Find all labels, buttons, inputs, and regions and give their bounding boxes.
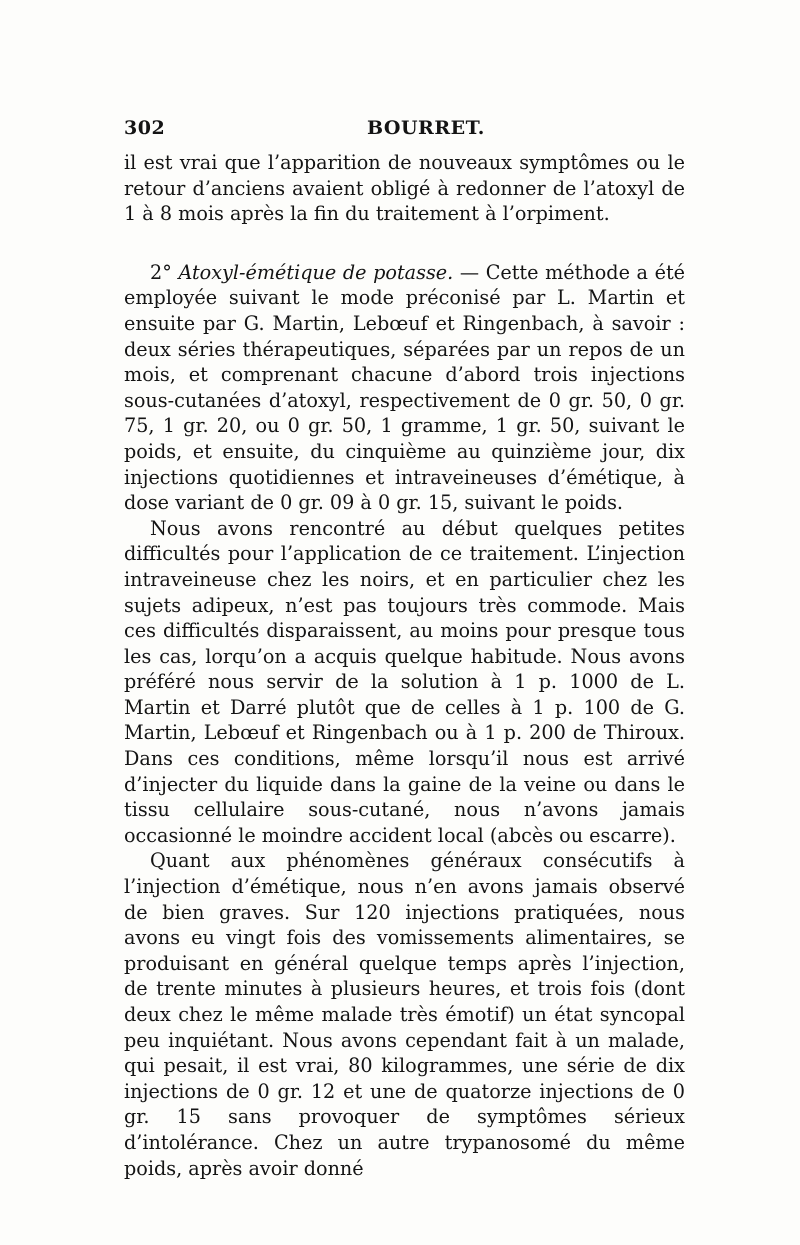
body-text [124, 150, 685, 1181]
paragraph-phenomena [124, 848, 685, 1181]
paragraph-text: Cette méthode a été employée suivant le mode préconisé par L. Martin et ensuite par G. Martin, Lebœuf et Ringenbach, à savoir : deux séries thérapeutiques, séparées par un repos de un mois, et comprenant chacune d’abord trois injections sous-cutanées d’atoxyl, respectivement de 0 gr. 50, 0 gr. 75, 1 gr. 20, ou 0 gr. 50, 1 gramme, 1 gr. 50, suivant le poids, et ensuite, du cinquième au quinzième jour, dix injections quotidiennes et intraveineuses d’émétique, à dose variant de 0 gr. 09 à 0 gr. 15, suivant le poids. [124, 260, 686, 515]
paragraph-text: il est vrai que l’apparition de nouveaux symptômes ou le retour d’anciens avaient obligé à redonner de l’atoxyl de 1 à 8 mois après la fin du traitement à l’orpiment. [124, 151, 685, 226]
paragraph-text: Nous avons rencontré au début quelques petites difficultés pour l’application de ce traitement. L’injection intraveineuse chez les noirs, et en particulier chez les sujets adipeux, n’est pas toujours très commode. Mais ces difficultés disparaissent, au moins pour presque tous les cas, lorqu’on a acquis quelque habitude. Nous avons préféré nous servir de la solution à 1 p. 1000 de L. Martin et Darré plutôt que de celles à 1 p. 100 de G. Martin, Lebœuf et Ringenbach ou à 1 p. 200 de Thiroux. Dans ces conditions, même lorsqu’il nous est arrivé d’injecter du liquide dans la gaine de la veine ou dans le tissu cellulaire sous-cutané, nous n’avons jamais occasionné le moindre accident local (abcès ou escarre). [124, 516, 685, 847]
section-number: 2° [150, 260, 172, 284]
paragraph-section-2 [124, 260, 685, 516]
running-head [124, 117, 684, 147]
section-dash: — [459, 260, 480, 284]
running-title: BOURRET. [367, 117, 485, 139]
paragraph-continuation [124, 150, 685, 227]
paragraph-text: Quant aux phénomènes généraux consécutifs à l’injection d’émétique, nous n’en avons jamais observé de bien graves. Sur 120 injections pratiquées, nous avons eu vingt fois des vomissements alimentaires, se produisant en général quelque temps après l’injection, de trente minutes à plusieurs heures, et trois fois (dont deux chez le même malade très émotif) un état syncopal peu inquiétant. Nous avons cependant fait à un malade, qui pesait, il est vrai, 80 kilogrammes, une série de dix injections de 0 gr. 12 et une de quatorze injections de 0 gr. 15 sans provoquer de symptômes sérieux d’intolérance. Chez un autre trypanosomé du même poids, après avoir donné [124, 849, 685, 1180]
paragraph-difficulties [124, 516, 685, 849]
page-number: 302 [124, 117, 166, 139]
section-heading: Atoxyl-émétique de potasse. [178, 260, 454, 284]
